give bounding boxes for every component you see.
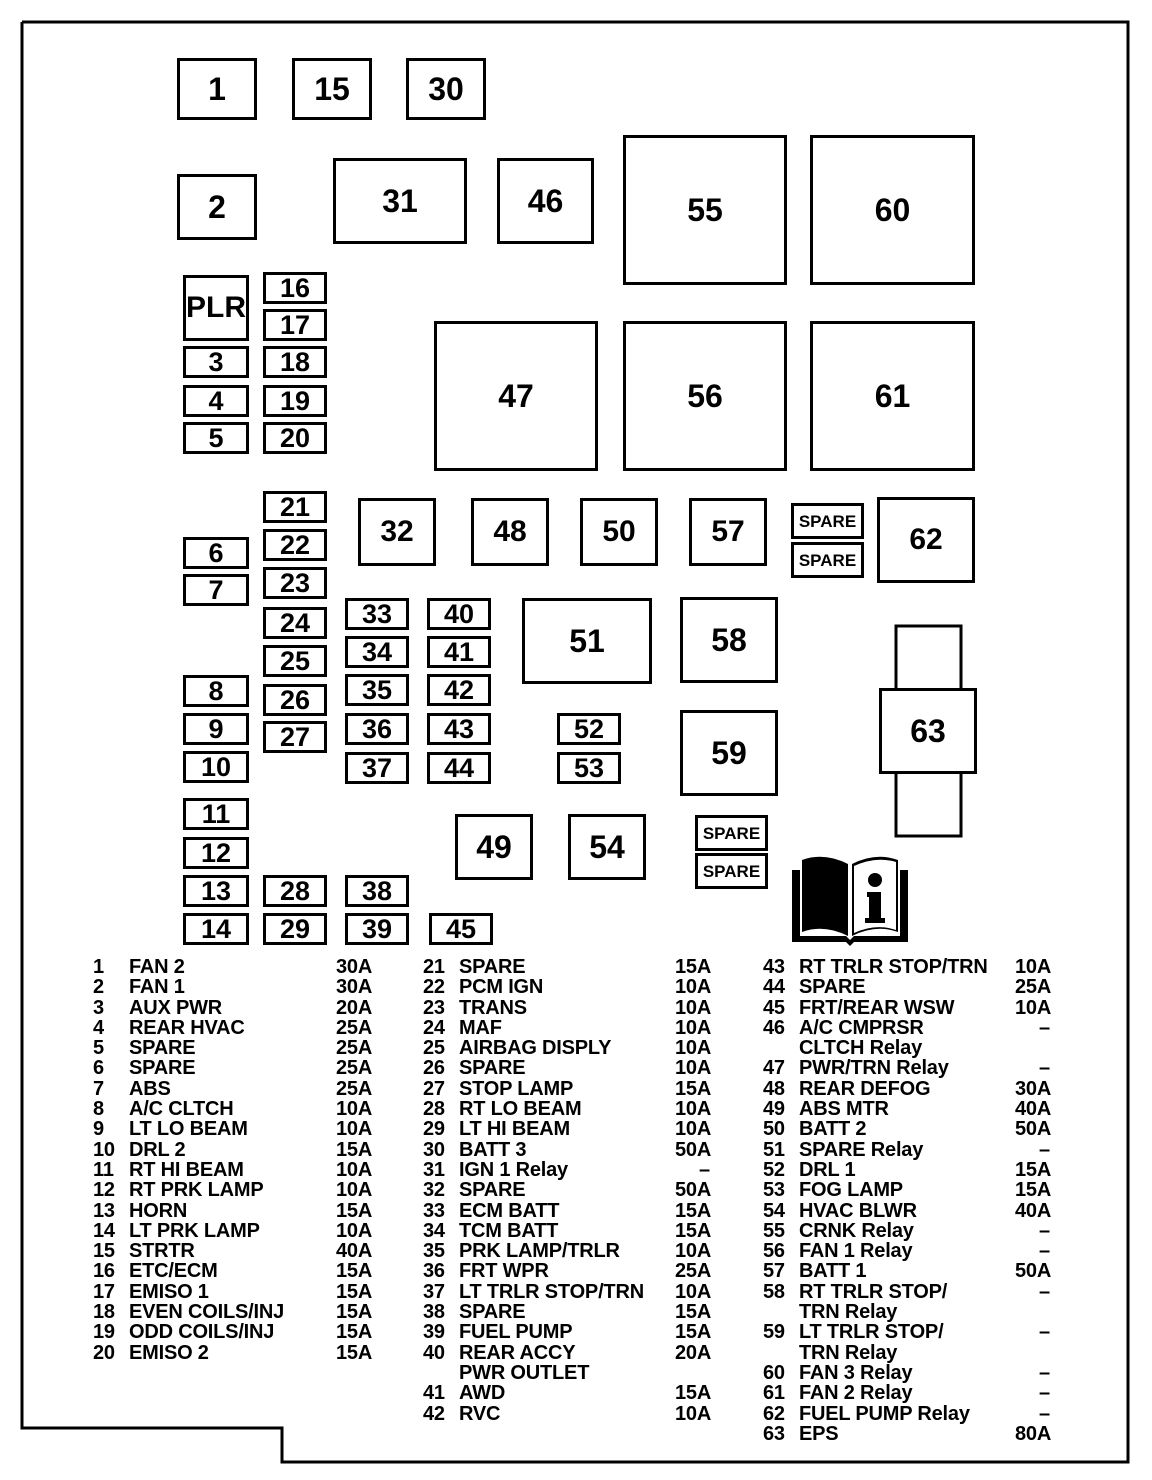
legend-description: PRK LAMP/TRLR [459,1240,620,1263]
legend-amperage: – [1039,1240,1050,1263]
fuse-42: 42 [427,674,491,706]
legend-fuse-number: 20 [93,1341,115,1364]
legend-fuse-number: 34 [423,1219,445,1242]
fuse-8: 8 [183,675,249,707]
legend-fuse-number: 15 [93,1240,115,1263]
legend-fuse-number: 49 [763,1098,785,1121]
legend-description: LT HI BEAM [459,1118,570,1141]
legend-fuse-number: 47 [763,1057,785,1080]
legend-amperage: 10A [675,996,712,1019]
legend-description: EMISO 1 [129,1280,209,1303]
legend-fuse-number: 59 [763,1321,785,1344]
fuse-45: 45 [429,913,493,945]
fuse-49: 49 [455,814,533,880]
legend-amperage: – [1039,1280,1050,1303]
spare-slot: SPARE [791,542,864,578]
legend-description: TRN Relay [799,1301,898,1324]
fuse-32: 32 [358,498,436,566]
legend-amperage: 10A [336,1098,373,1121]
plr-module: PLR [183,275,249,341]
legend-description: EVEN COILS/INJ [129,1301,285,1324]
relay-46: 46 [497,158,594,244]
legend-amperage: 30A [1015,1077,1052,1100]
fuse-36: 36 [345,713,409,745]
legend-fuse-number: 31 [423,1158,445,1181]
relay-55: 55 [623,135,787,285]
legend-fuse-number: 52 [763,1158,785,1181]
legend-amperage: – [1039,1402,1050,1425]
legend-description: RT PRK LAMP [129,1179,264,1202]
legend-description: AWD [459,1382,506,1405]
legend-description: SPARE [129,1057,196,1080]
legend-amperage: 25A [336,1016,373,1039]
legend-description: LT TRLR STOP/ [799,1321,944,1344]
owner-manual-info-icon [788,850,912,946]
legend-amperage: 40A [336,1240,373,1263]
legend-fuse-number: 8 [93,1098,104,1121]
legend-fuse-number: 37 [423,1280,445,1303]
legend-description: TRN Relay [799,1341,898,1364]
legend-description: ETC/ECM [129,1260,218,1283]
fuse-17: 17 [263,309,327,341]
legend-description: REAR ACCY [459,1341,576,1364]
fuse-52: 52 [557,713,621,745]
legend-fuse-number: 60 [763,1361,785,1384]
relay-51: 51 [522,598,652,684]
legend-fuse-number: 38 [423,1301,445,1324]
legend-fuse-number: 58 [763,1280,785,1303]
legend-fuse-number: 24 [423,1016,445,1039]
legend-fuse-number: 21 [423,956,445,978]
legend-fuse-number: 32 [423,1179,445,1202]
fuse-21: 21 [263,491,327,523]
relay-61: 61 [810,321,975,471]
legend-fuse-number: 41 [423,1382,445,1405]
legend-amperage: 15A [336,1341,373,1364]
legend-fuse-number: 23 [423,996,445,1019]
legend-amperage: 40A [1015,1098,1052,1121]
legend-fuse-number: 6 [93,1057,104,1080]
fuse-11: 11 [183,798,249,830]
legend-amperage: 10A [336,1158,373,1181]
fuse-44: 44 [427,752,491,784]
legend-amperage: 25A [336,1077,373,1100]
legend-description: ABS [129,1077,171,1100]
legend-fuse-number: 53 [763,1179,785,1202]
legend-description: FAN 1 [129,976,185,999]
legend-amperage: 15A [675,1301,712,1324]
legend-fuse-number: 62 [763,1402,785,1425]
relay-58: 58 [680,597,778,683]
fuse-16: 16 [263,272,327,304]
legend-fuse-number: 12 [93,1179,115,1202]
legend-description: TRANS [459,996,527,1019]
legend-description: PCM IGN [459,976,544,999]
legend-fuse-number: 45 [763,996,785,1019]
fuse-18: 18 [263,346,327,378]
legend-amperage: 10A [675,1098,712,1121]
legend-description: FAN 3 Relay [799,1361,913,1384]
fuse-41: 41 [427,636,491,668]
relay-56: 56 [623,321,787,471]
legend-fuse-number: 50 [763,1118,785,1141]
legend-fuse-number: 56 [763,1240,785,1263]
fuse-29: 29 [263,913,327,945]
legend-fuse-number: 18 [93,1301,115,1324]
legend-description: RT HI BEAM [129,1158,244,1181]
legend-description: FUEL PUMP [459,1321,573,1344]
legend-description: PWR/TRN Relay [799,1057,949,1080]
legend-description: FAN 2 [129,956,185,978]
legend-amperage: 15A [336,1280,373,1303]
legend-amperage: 10A [675,1402,712,1425]
legend-description: DRL 1 [799,1158,856,1181]
legend-description: LT LO BEAM [129,1118,248,1141]
legend-fuse-number: 10 [93,1138,115,1161]
legend-description: CLTCH Relay [799,1037,923,1060]
legend-fuse-number: 1 [93,956,104,978]
spare-slot: SPARE [791,503,864,539]
legend-amperage: 15A [675,1199,712,1222]
legend-description: SPARE [459,1057,526,1080]
legend-description: AIRBAG DISPLY [459,1037,612,1060]
legend-amperage: 25A [1015,976,1052,999]
legend-amperage: 30A [336,976,373,999]
legend-amperage: 10A [336,1179,373,1202]
legend-description: REAR HVAC [129,1016,245,1039]
legend-description: LT TRLR STOP/TRN [459,1280,644,1303]
fuse-10: 10 [183,751,249,783]
legend-amperage: 15A [675,1219,712,1242]
legend-description: EPS [799,1422,839,1445]
legend-amperage: 10A [675,1057,712,1080]
legend-amperage: – [1039,1219,1050,1242]
legend-fuse-number: 36 [423,1260,445,1283]
fuse-20: 20 [263,422,327,454]
legend-amperage: 15A [336,1321,373,1344]
fuse-28: 28 [263,875,327,907]
legend-amperage: 10A [675,976,712,999]
legend-description: LT PRK LAMP [129,1219,260,1242]
legend-amperage: 50A [1015,1118,1052,1141]
legend-description: FRT WPR [459,1260,549,1283]
fuse-25: 25 [263,645,327,677]
legend-description: MAF [459,1016,502,1039]
fuse-12: 12 [183,837,249,869]
fuse-9: 9 [183,713,249,745]
legend-fuse-number: 13 [93,1199,115,1222]
fuse-6: 6 [183,537,249,569]
connector-63: 63 [879,688,977,774]
fuse-27: 27 [263,721,327,753]
legend-fuse-number: 51 [763,1138,785,1161]
fuse-22: 22 [263,529,327,561]
legend-amperage: 15A [1015,1158,1052,1181]
legend-amperage: – [1039,1321,1050,1344]
fuse-19: 19 [263,385,327,417]
spare-slot: SPARE [695,815,768,851]
legend-amperage: 10A [336,1219,373,1242]
legend-fuse-number: 39 [423,1321,445,1344]
legend-amperage: 15A [336,1138,373,1161]
legend-fuse-number: 26 [423,1057,445,1080]
legend-fuse-number: 17 [93,1280,115,1303]
legend-amperage: – [699,1158,710,1181]
legend-amperage: 10A [675,1280,712,1303]
relay-47: 47 [434,321,598,471]
legend-fuse-number: 54 [763,1199,785,1222]
relay-31: 31 [333,158,467,244]
fuse-57: 57 [689,498,767,566]
fuse-54: 54 [568,814,646,880]
legend-fuse-number: 11 [93,1158,114,1181]
legend-amperage: 50A [1015,1260,1052,1283]
legend-description: ODD COILS/INJ [129,1321,275,1344]
legend-amperage: 20A [336,996,373,1019]
legend-amperage: 15A [1015,1179,1052,1202]
legend-fuse-number: 35 [423,1240,445,1263]
legend-description: BATT 2 [799,1118,867,1141]
legend-amperage: 15A [675,1382,712,1405]
fuse-26: 26 [263,684,327,716]
legend-fuse-number: 57 [763,1260,785,1283]
legend-description: AUX PWR [129,996,223,1019]
legend-amperage: 30A [336,956,373,978]
legend-amperage: – [1039,1057,1050,1080]
legend-fuse-number: 3 [93,996,104,1019]
legend-description: SPARE Relay [799,1138,924,1161]
fuse-15: 15 [292,58,372,120]
legend-amperage: 15A [675,1321,712,1344]
legend-amperage: – [1039,1361,1050,1384]
legend-description: FRT/REAR WSW [799,996,955,1019]
fuse-23: 23 [263,567,327,599]
legend-description: REAR DEFOG [799,1077,931,1100]
legend-fuse-number: 19 [93,1321,115,1344]
legend-fuse-number: 16 [93,1260,115,1283]
fuse-30: 30 [406,58,486,120]
legend-fuse-number: 4 [93,1016,104,1039]
legend-amperage: – [1039,1016,1050,1039]
fuse-14: 14 [183,913,249,945]
fuse-13: 13 [183,875,249,907]
legend-amperage: 10A [675,1037,712,1060]
legend-description: SPARE [459,1179,526,1202]
legend-description: IGN 1 Relay [459,1158,568,1181]
legend-description: A/C CLTCH [129,1098,234,1121]
legend-amperage: – [1039,1138,1050,1161]
legend-amperage: 50A [675,1179,712,1202]
fuse-2: 2 [177,174,257,240]
legend-description: CRNK Relay [799,1219,914,1242]
legend-amperage: 50A [675,1138,712,1161]
legend-amperage: 15A [336,1301,373,1324]
fuse-4: 4 [183,385,249,417]
legend-description: RT TRLR STOP/TRN [799,956,988,978]
fuse-38: 38 [345,875,409,907]
fuse-7: 7 [183,574,249,606]
legend-amperage: 10A [1015,996,1052,1019]
relay-59: 59 [680,710,778,796]
legend-fuse-number: 55 [763,1219,785,1242]
legend-fuse-number: 29 [423,1118,445,1141]
legend-fuse-number: 7 [93,1077,104,1100]
legend-description: EMISO 2 [129,1341,209,1364]
legend-description: RVC [459,1402,501,1425]
legend-amperage: 15A [336,1260,373,1283]
fuse-37: 37 [345,752,409,784]
fuse-5: 5 [183,422,249,454]
legend-amperage: 15A [675,1077,712,1100]
legend-fuse-number: 2 [93,976,104,999]
legend-amperage: 10A [675,1118,712,1141]
legend-description: FUEL PUMP Relay [799,1402,970,1425]
legend-description: SPARE [129,1037,196,1060]
legend-amperage: 10A [675,1016,712,1039]
fuse-24: 24 [263,607,327,639]
legend-fuse-number: 5 [93,1037,104,1060]
legend-description: TCM BATT [459,1219,559,1242]
legend-fuse-number: 22 [423,976,445,999]
fuse-3: 3 [183,346,249,378]
relay-62: 62 [877,497,975,583]
legend-description: FAN 1 Relay [799,1240,913,1263]
legend-description: STOP LAMP [459,1077,574,1100]
legend-description: BATT 1 [799,1260,867,1283]
fuse-50: 50 [580,498,658,566]
legend-amperage: 15A [336,1199,373,1222]
legend-description: SPARE [799,976,866,999]
legend-amperage: 80A [1015,1422,1052,1445]
legend-amperage: 15A [675,956,712,978]
legend-fuse-number: 61 [763,1382,785,1405]
legend-description: HVAC BLWR [799,1199,917,1222]
legend-fuse-number: 46 [763,1016,785,1039]
legend-description: FAN 2 Relay [799,1382,913,1405]
fuse-34: 34 [345,636,409,668]
legend-description: ECM BATT [459,1199,560,1222]
fuse-43: 43 [427,713,491,745]
legend-description: RT LO BEAM [459,1098,582,1121]
fuse-39: 39 [345,913,409,945]
legend-amperage: 20A [675,1341,712,1364]
legend-fuse-number: 28 [423,1098,445,1121]
legend-amperage: 10A [675,1240,712,1263]
legend-amperage: 10A [336,1118,373,1141]
fuse-40: 40 [427,598,491,630]
legend-amperage: 40A [1015,1199,1052,1222]
legend-fuse-number: 44 [763,976,785,999]
legend-fuse-number: 30 [423,1138,445,1161]
legend-description: SPARE [459,956,526,978]
legend-fuse-number: 42 [423,1402,445,1425]
fuse-33: 33 [345,598,409,630]
legend-description: STRTR [129,1240,195,1263]
legend-amperage: – [1039,1382,1050,1405]
legend-fuse-number: 63 [763,1422,785,1445]
fuse-1: 1 [177,58,257,120]
legend-amperage: 10A [1015,956,1052,978]
legend-amperage: 25A [675,1260,712,1283]
legend-fuse-number: 40 [423,1341,445,1364]
legend-description: SPARE [459,1301,526,1324]
legend-description: RT TRLR STOP/ [799,1280,948,1303]
legend-description: ABS MTR [799,1098,889,1121]
legend-fuse-number: 27 [423,1077,445,1100]
legend-amperage: 25A [336,1037,373,1060]
legend-description: FOG LAMP [799,1179,903,1202]
legend-fuse-number: 33 [423,1199,445,1222]
fuse-48: 48 [471,498,549,566]
legend-fuse-number: 9 [93,1118,104,1141]
legend-description: A/C CMPRSR [799,1016,924,1039]
legend-description: PWR OUTLET [459,1361,590,1384]
relay-60: 60 [810,135,975,285]
spare-slot: SPARE [695,853,768,889]
legend-description: HORN [129,1199,188,1222]
fuse-35: 35 [345,674,409,706]
fuse-53: 53 [557,752,621,784]
legend-fuse-number: 25 [423,1037,445,1060]
legend-amperage: 25A [336,1057,373,1080]
legend-description: BATT 3 [459,1138,527,1161]
legend-description: DRL 2 [129,1138,186,1161]
legend-fuse-number: 14 [93,1219,115,1242]
legend-fuse-number: 48 [763,1077,785,1100]
legend-fuse-number: 43 [763,956,785,978]
